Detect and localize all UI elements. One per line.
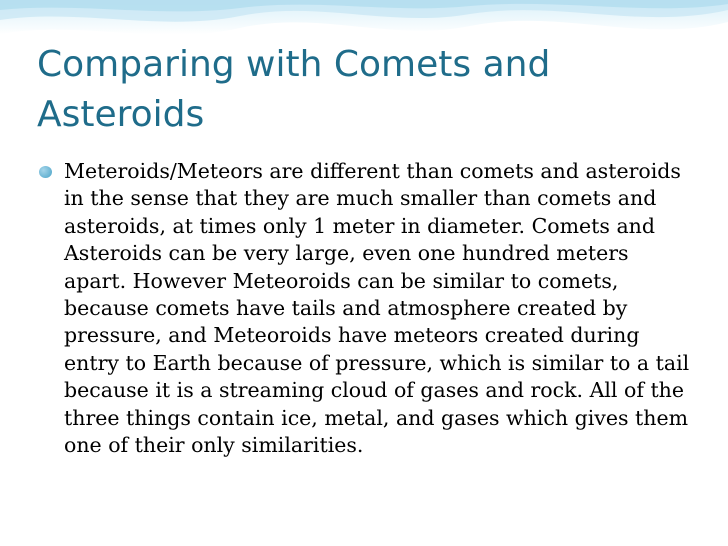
bullet-text: Meteroids/Meteors are different than comets and asteroids in the sense that they are much smaller than comets and asteroids, at times only 1 meter in diameter. Comets and Asteroids can be very large, even one hundred meters apart. However Meteoroids can be similar to comets, because comets have tails and atmosphere created by pressure, and Meteoroids have meteors created during entry to Earth because of pressure, which is similar to a tail because it is a streaming cloud of gases and rock. All of the three things contain ice, metal, and gases which gives them one of their only similarities. xyxy=(64,159,690,458)
bullet-dot-icon xyxy=(39,166,52,178)
bullet-list xyxy=(44,158,694,459)
bullet-item xyxy=(44,158,694,459)
slide-title: Comparing with Comets and Asteroids xyxy=(37,44,551,135)
